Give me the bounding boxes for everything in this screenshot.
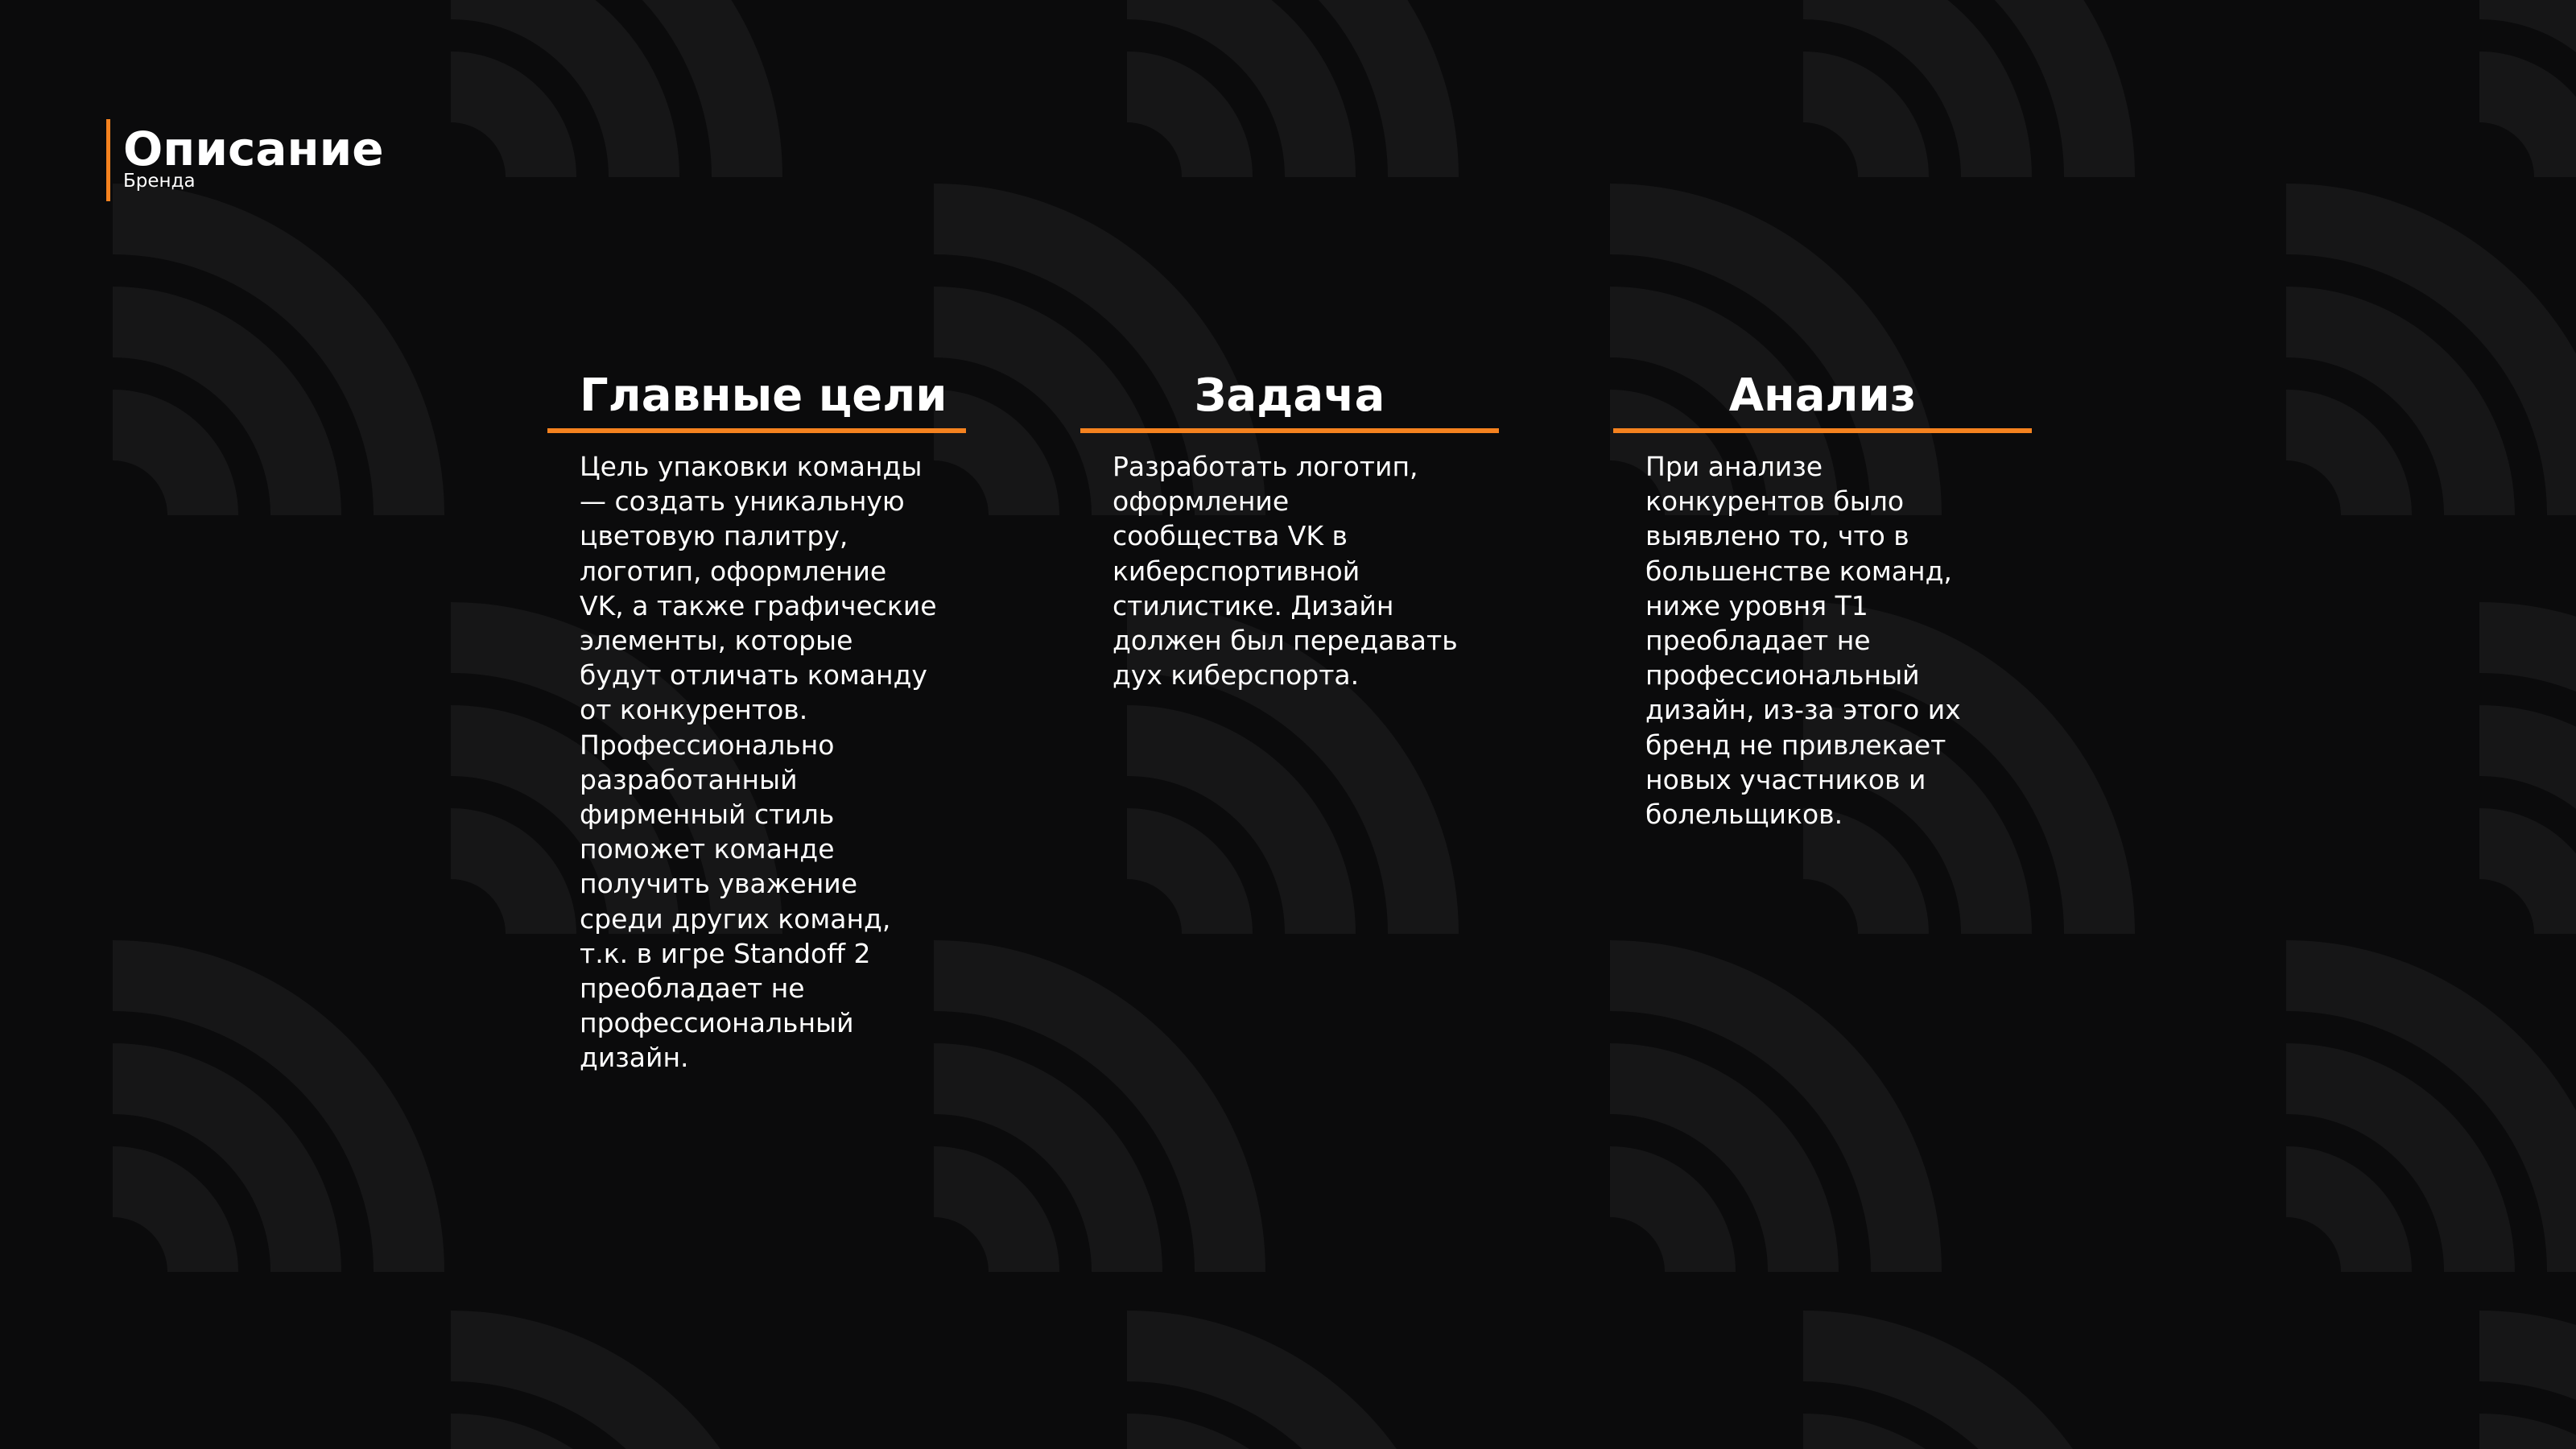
- column-divider: [547, 428, 966, 433]
- column-task: [1080, 364, 1499, 692]
- column-text: Цель упаковки команды — создать уникальную цветовую палитру, логотип, оформление VK, а также графические элементы, которые будут отличать команду от конкурентов. Профессионально разработанный фирменный стиль поможет команде получить уважение среди других команд, т.к. в игре Standoff 2 преобладает не профессиональный дизайн.: [580, 451, 937, 1074]
- column-text: При анализе конкурентов было выявлено то, что в большенстве команд, ниже уровня Т1 преобладает не профессиональный дизайн, из-за этого их бренд не привлекает новых участников и болельщиков.: [1645, 451, 1961, 831]
- column-title: Анализ: [1728, 369, 1917, 422]
- column-divider: [1080, 428, 1499, 433]
- page-header: [106, 119, 384, 201]
- column-title: Задача: [1194, 369, 1385, 422]
- column-divider: [1613, 428, 2032, 433]
- column-title: Главные цели: [580, 369, 947, 422]
- column-main-goals: [547, 364, 966, 1075]
- page-title: Описание: [123, 122, 384, 176]
- column-text: Разработать логотип, оформление сообщества VK в киберспортивной стилистике. Дизайн должен был передавать дух киберспорта.: [1113, 451, 1458, 691]
- page-subtitle: Бренда: [123, 171, 196, 192]
- column-analysis: [1613, 364, 2032, 832]
